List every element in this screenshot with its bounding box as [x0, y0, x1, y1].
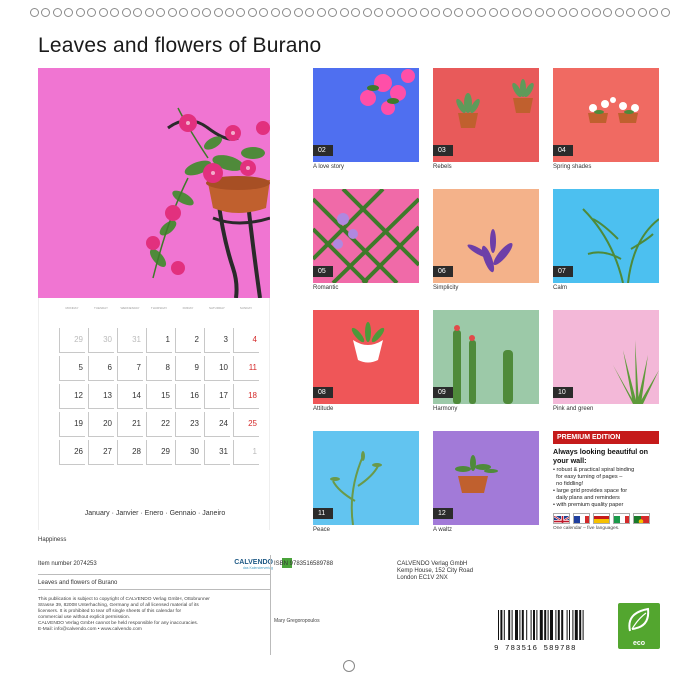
barcode-number: 9 783516 589788 [494, 645, 577, 653]
day-number: 1 [252, 447, 257, 456]
france-flag-icon [573, 513, 590, 524]
spiral-ring-icon [87, 8, 96, 17]
thumbnail-caption: Harmony [433, 406, 458, 412]
day-cell [204, 356, 230, 381]
spiral-ring-icon [122, 8, 131, 17]
legal-notice [38, 597, 270, 633]
language-flags [553, 513, 659, 524]
main-caption: Happiness [38, 537, 67, 543]
day-cell [88, 412, 114, 437]
day-number: 29 [74, 335, 83, 344]
isbn: ISBN 9783516589788 [274, 561, 334, 567]
day-cell [233, 328, 259, 353]
day-number: 2 [194, 335, 199, 344]
month-number: 10 [553, 387, 573, 398]
premium-bullets [553, 467, 659, 509]
legal-line: E-Mail: info@calvendo.com • www.calvendo.com [38, 627, 142, 632]
day-cell [204, 412, 230, 437]
premium-bullet: • robust & practical spiral binding [553, 467, 635, 473]
barcode [494, 610, 606, 653]
spiral-ring-icon [110, 8, 119, 17]
spiral-ring-icon [53, 8, 62, 17]
hanging-hole-icon [343, 660, 355, 672]
month-thumbnail [433, 310, 539, 404]
day-cell [146, 412, 172, 437]
weekday-header: SATURDAY [209, 306, 225, 310]
italy-flag-icon [613, 513, 630, 524]
spiral-ring-icon [168, 8, 177, 17]
day-number: 17 [219, 391, 228, 400]
spiral-ring-icon [191, 8, 200, 17]
day-number: 26 [74, 447, 83, 456]
author-name: Mary Gregoropoulos [274, 618, 320, 624]
divider [38, 589, 270, 590]
day-number: 9 [194, 363, 199, 372]
month-number: 02 [313, 145, 333, 156]
month-number: 06 [433, 266, 453, 277]
month-thumbnail [313, 68, 419, 162]
month-thumbnail [313, 310, 419, 404]
day-number: 11 [248, 363, 257, 372]
premium-bullet: no fiddling! [553, 481, 584, 487]
day-number: 14 [132, 391, 141, 400]
calvendo-logo: CALVENDO das Kalenderverlag [234, 559, 273, 570]
day-cell [175, 328, 201, 353]
spiral-ring-icon [523, 8, 532, 17]
spiral-ring-icon [603, 8, 612, 17]
spiral-ring-icon [214, 8, 223, 17]
premium-bullet: • large grid provides space for [553, 488, 628, 494]
legal-line: licensers. It is prohibited to tear off single sheets of this calendar for [38, 609, 182, 614]
premium-edition-panel [553, 431, 659, 547]
spiral-ring-icon [558, 8, 567, 17]
month-thumbnail [433, 189, 539, 283]
day-cell [175, 412, 201, 437]
weekday-header: TUESDAY [94, 306, 108, 310]
day-cell [204, 384, 230, 409]
spiral-ring-icon [99, 8, 108, 17]
day-number: 8 [165, 363, 170, 372]
day-cell [146, 440, 172, 465]
day-cell [88, 384, 114, 409]
day-number: 31 [132, 335, 141, 344]
spiral-ring-icon [649, 8, 658, 17]
day-cell [175, 440, 201, 465]
thumbnail-caption: Spring shades [553, 164, 592, 170]
spiral-ring-icon [351, 8, 360, 17]
day-number: 18 [248, 391, 257, 400]
legal-line: commercial use without explicit permission. [38, 615, 130, 620]
spiral-ring-icon [374, 8, 383, 17]
spiral-ring-icon [340, 8, 349, 17]
month-number: 07 [553, 266, 573, 277]
spiral-ring-icon [328, 8, 337, 17]
publisher-line: CALVENDO Verlag GmbH [397, 561, 468, 567]
day-cell [233, 356, 259, 381]
day-cell [175, 384, 201, 409]
spiral-ring-icon [500, 8, 509, 17]
premium-badge: PREMIUM EDITION [553, 431, 659, 444]
day-number: 19 [74, 419, 83, 428]
spiral-ring-icon [386, 8, 395, 17]
month-number: 05 [313, 266, 333, 277]
day-number: 1 [165, 335, 170, 344]
day-cell [88, 328, 114, 353]
day-cell [59, 412, 85, 437]
day-cell [117, 356, 143, 381]
day-cell [117, 412, 143, 437]
day-number: 6 [107, 363, 112, 372]
day-grid [59, 328, 261, 465]
day-number: 15 [161, 391, 170, 400]
portugal-flag-icon [633, 513, 650, 524]
month-number: 04 [553, 145, 573, 156]
weekday-header: THURSDAY [150, 306, 168, 310]
spiral-ring-icon [317, 8, 326, 17]
month-thumbnail [553, 189, 659, 283]
spiral-ring-icon [592, 8, 601, 17]
spiral-ring-icon [546, 8, 555, 17]
premium-bullet: • with premium quality paper [553, 502, 624, 508]
day-number: 21 [132, 419, 141, 428]
thumbnail-caption: Attitude [313, 406, 334, 412]
month-thumbnail [553, 310, 659, 404]
spiral-ring-icon [581, 8, 590, 17]
day-number: 20 [103, 419, 112, 428]
day-number: 27 [103, 447, 112, 456]
calendar-title: Leaves and flowers of Burano [38, 34, 322, 57]
spiral-ring-icon [408, 8, 417, 17]
thumbnail-caption: Calm [553, 285, 568, 291]
spiral-ring-icon [41, 8, 50, 17]
product-name: Leaves and flowers of Burano [38, 580, 118, 586]
day-cell [88, 440, 114, 465]
leaf-icon [618, 603, 660, 637]
thumbnail-caption: Pink and green [553, 406, 594, 412]
spiral-ring-icon [145, 8, 154, 17]
day-number: 30 [103, 335, 112, 344]
day-number: 3 [223, 335, 228, 344]
day-number: 24 [219, 419, 228, 428]
weekday-header: WEDNESDAY [120, 306, 140, 310]
spiral-ring-icon [202, 8, 211, 17]
spiral-ring-icon [397, 8, 406, 17]
spiral-ring-icon [638, 8, 647, 17]
day-cell [204, 328, 230, 353]
eco-badge [618, 603, 660, 649]
spiral-ring-icon [271, 8, 280, 17]
spiral-binding [30, 8, 670, 20]
day-cell [117, 384, 143, 409]
day-cell [146, 356, 172, 381]
legal-line: Strasse 39, 82008 Unterhaching, Germany and of all licensed material of its [38, 603, 199, 608]
day-number: 30 [190, 447, 199, 456]
spiral-ring-icon [179, 8, 188, 17]
month-names: January · Janvier · Enero · Gennaio · Janeiro [84, 510, 226, 517]
spiral-ring-icon [466, 8, 475, 17]
day-number: 22 [161, 419, 170, 428]
spiral-ring-icon [64, 8, 73, 17]
flags-caption: One calendar – five languages. [553, 526, 620, 531]
day-number: 13 [103, 391, 112, 400]
day-cell [117, 440, 143, 465]
main-page [38, 68, 270, 530]
day-number: 12 [74, 391, 83, 400]
weekday-header-row [59, 306, 259, 318]
weekday-header: FRIDAY [182, 306, 194, 310]
spiral-ring-icon [133, 8, 142, 17]
day-cell [233, 440, 259, 465]
month-number: 11 [313, 508, 333, 519]
spiral-ring-icon [259, 8, 268, 17]
uk-flag-icon [553, 513, 570, 524]
spiral-ring-icon [305, 8, 314, 17]
month-thumbnail [433, 68, 539, 162]
day-number: 25 [248, 419, 257, 428]
spiral-ring-icon [236, 8, 245, 17]
day-cell [146, 328, 172, 353]
divider [38, 574, 270, 575]
day-number: 31 [219, 447, 228, 456]
month-number: 09 [433, 387, 453, 398]
publisher-line: London EC1V 2NX [397, 575, 448, 581]
legal-line: This publication is subject to copyright of CALVENDO Verlag GmbH, Ottobrunner [38, 597, 210, 602]
spiral-ring-icon [156, 8, 165, 17]
spiral-ring-icon [282, 8, 291, 17]
item-number: Item number 2074253 [38, 561, 97, 567]
day-number: 16 [190, 391, 199, 400]
day-cell [59, 356, 85, 381]
month-number: 03 [433, 145, 453, 156]
legal-line: CALVENDO Verlag GmbH cannot be held responsible for any inaccuracies. [38, 621, 199, 626]
month-thumbnail [313, 189, 419, 283]
month-thumbnail [313, 431, 419, 525]
month-thumbnail [553, 68, 659, 162]
day-cell [88, 356, 114, 381]
day-number: 10 [219, 363, 228, 372]
spiral-ring-icon [431, 8, 440, 17]
day-number: 4 [252, 335, 257, 344]
eco-label: eco [632, 640, 646, 647]
thumbnail-caption: Romantic [313, 285, 339, 291]
month-thumbnail [433, 431, 539, 525]
weekday-header: MONDAY [65, 306, 79, 310]
premium-bullet: daily plans and reminders [553, 495, 620, 501]
day-number: 23 [190, 419, 199, 428]
spiral-ring-icon [477, 8, 486, 17]
spiral-ring-icon [535, 8, 544, 17]
spiral-ring-icon [615, 8, 624, 17]
day-number: 28 [132, 447, 141, 456]
spiral-ring-icon [294, 8, 303, 17]
spiral-ring-icon [626, 8, 635, 17]
main-photo [38, 68, 270, 298]
day-number: 29 [161, 447, 170, 456]
day-cell [146, 384, 172, 409]
day-number: 5 [78, 363, 83, 372]
thumbnail-caption: Peace [313, 527, 331, 533]
month-number: 12 [433, 508, 453, 519]
thumbnail-caption: A waltz [433, 527, 453, 533]
day-number: 7 [136, 363, 141, 372]
thumbnail-caption: A love story [313, 164, 345, 170]
day-cell [117, 328, 143, 353]
spiral-ring-icon [454, 8, 463, 17]
day-cell [59, 328, 85, 353]
spain-flag-icon [593, 513, 610, 524]
day-cell [59, 440, 85, 465]
vertical-divider [270, 555, 271, 655]
spiral-ring-icon [569, 8, 578, 17]
spiral-ring-icon [489, 8, 498, 17]
spiral-ring-icon [30, 8, 39, 17]
spiral-ring-icon [76, 8, 85, 17]
thumbnail-caption: Rebels [433, 164, 452, 170]
month-number: 08 [313, 387, 333, 398]
publisher-address [397, 561, 473, 582]
spiral-ring-icon [248, 8, 257, 17]
back-cover-footer [38, 555, 660, 655]
weekday-header: SUNDAY [239, 306, 253, 310]
spiral-ring-icon [225, 8, 234, 17]
spiral-ring-icon [363, 8, 372, 17]
day-cell [204, 440, 230, 465]
spiral-ring-icon [443, 8, 452, 17]
spiral-ring-icon [512, 8, 521, 17]
spiral-ring-icon [661, 8, 670, 17]
spiral-ring-icon [420, 8, 429, 17]
day-cell [233, 384, 259, 409]
premium-bullet: for easy turning of pages – [553, 474, 623, 480]
thumbnail-caption: Simplicity [433, 285, 459, 291]
day-cell [59, 384, 85, 409]
month-calendar [38, 298, 270, 530]
publisher-line: Kemp House, 152 City Road [397, 568, 474, 574]
premium-headline: Always looking beautiful on your wall: [553, 447, 649, 465]
day-cell [175, 356, 201, 381]
day-cell [233, 412, 259, 437]
